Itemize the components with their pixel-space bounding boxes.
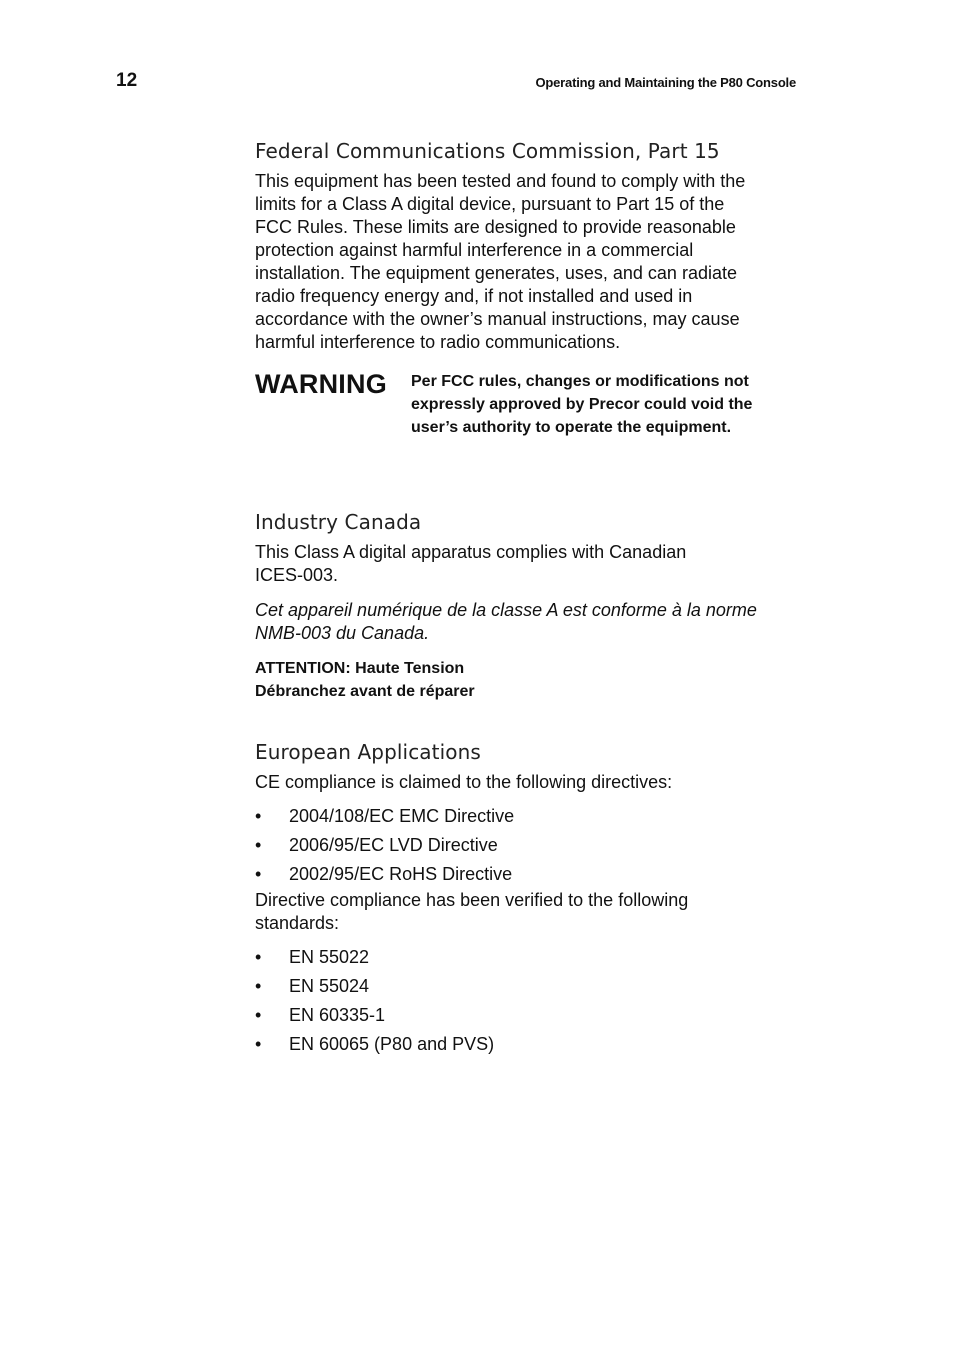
canada-heading: Industry Canada <box>255 510 422 534</box>
attention-notice <box>255 657 800 703</box>
standards-intro <box>255 889 800 935</box>
directive-label: 2004/108/EC EMC Directive <box>289 806 515 826</box>
europe-heading: European Applications <box>255 740 481 764</box>
directive-label: 2002/95/EC RoHS Directive <box>289 864 513 884</box>
standards-intro-line: standards: <box>255 913 340 933</box>
canada-french-line: NMB-003 du Canada. <box>255 623 430 643</box>
directive-label: 2006/95/EC LVD Directive <box>289 835 498 855</box>
standards-intro-line: Directive compliance has been verified to the following <box>255 890 689 910</box>
warning-line: expressly approved by Precor could void the <box>411 396 753 413</box>
bullet-icon: • <box>255 1005 262 1025</box>
standard-label: EN 60065 (P80 and PVS) <box>289 1034 495 1054</box>
fcc-section <box>255 138 800 439</box>
fcc-line: radio frequency energy and, if not installed and used in <box>255 286 693 306</box>
list-item <box>255 943 800 972</box>
warning-text <box>411 370 786 439</box>
attention-line: Débranchez avant de réparer <box>255 683 475 700</box>
bullet-icon: • <box>255 1034 262 1054</box>
fcc-line: protection against harmful interference in a commercial <box>255 240 694 260</box>
standard-label: EN 60335-1 <box>289 1005 386 1025</box>
standards-list <box>255 943 800 1059</box>
page-number: 12 <box>116 70 138 91</box>
warning-line: user’s authority to operate the equipment. <box>411 419 732 436</box>
running-head: Operating and Maintaining the P80 Console <box>535 75 796 90</box>
fcc-paragraph <box>255 170 800 354</box>
canada-french-line: Cet appareil numérique de la classe A est conforme à la norme <box>255 600 757 620</box>
attention-line: ATTENTION: Haute Tension <box>255 660 465 677</box>
bullet-icon: • <box>255 947 262 967</box>
fcc-line: installation. The equipment generates, uses, and can radiate <box>255 263 737 283</box>
list-item <box>255 802 800 831</box>
directives-list <box>255 802 800 889</box>
list-item <box>255 972 800 1001</box>
warning-label: WARNING <box>255 369 387 399</box>
list-item <box>255 831 800 860</box>
europe-intro: CE compliance is claimed to the following directives: <box>255 772 673 792</box>
canada-english-paragraph <box>255 541 800 587</box>
list-item <box>255 860 800 889</box>
canada-section <box>255 509 800 703</box>
bullet-icon: • <box>255 835 262 855</box>
standard-label: EN 55024 <box>289 976 370 996</box>
fcc-line: limits for a Class A digital device, pursuant to Part 15 of the <box>255 194 725 214</box>
bullet-icon: • <box>255 976 262 996</box>
standard-label: EN 55022 <box>289 947 370 967</box>
warning-block <box>255 368 800 439</box>
canada-line: This Class A digital apparatus complies with Canadian <box>255 542 687 562</box>
fcc-line: harmful interference to radio communications. <box>255 332 621 352</box>
fcc-heading: Federal Communications Commission, Part 15 <box>255 139 720 163</box>
list-item <box>255 1030 800 1059</box>
europe-section <box>255 739 800 1059</box>
fcc-line: FCC Rules. These limits are designed to provide reasonable <box>255 217 736 237</box>
page-content <box>255 138 800 1059</box>
bullet-icon: • <box>255 806 262 826</box>
fcc-line: This equipment has been tested and found to comply with the <box>255 171 746 191</box>
bullet-icon: • <box>255 864 262 884</box>
list-item <box>255 1001 800 1030</box>
warning-line: Per FCC rules, changes or modifications not <box>411 373 749 390</box>
fcc-line: accordance with the owner’s manual instructions, may cause <box>255 309 740 329</box>
canada-line: ICES-003. <box>255 565 339 585</box>
canada-french-paragraph <box>255 599 800 645</box>
